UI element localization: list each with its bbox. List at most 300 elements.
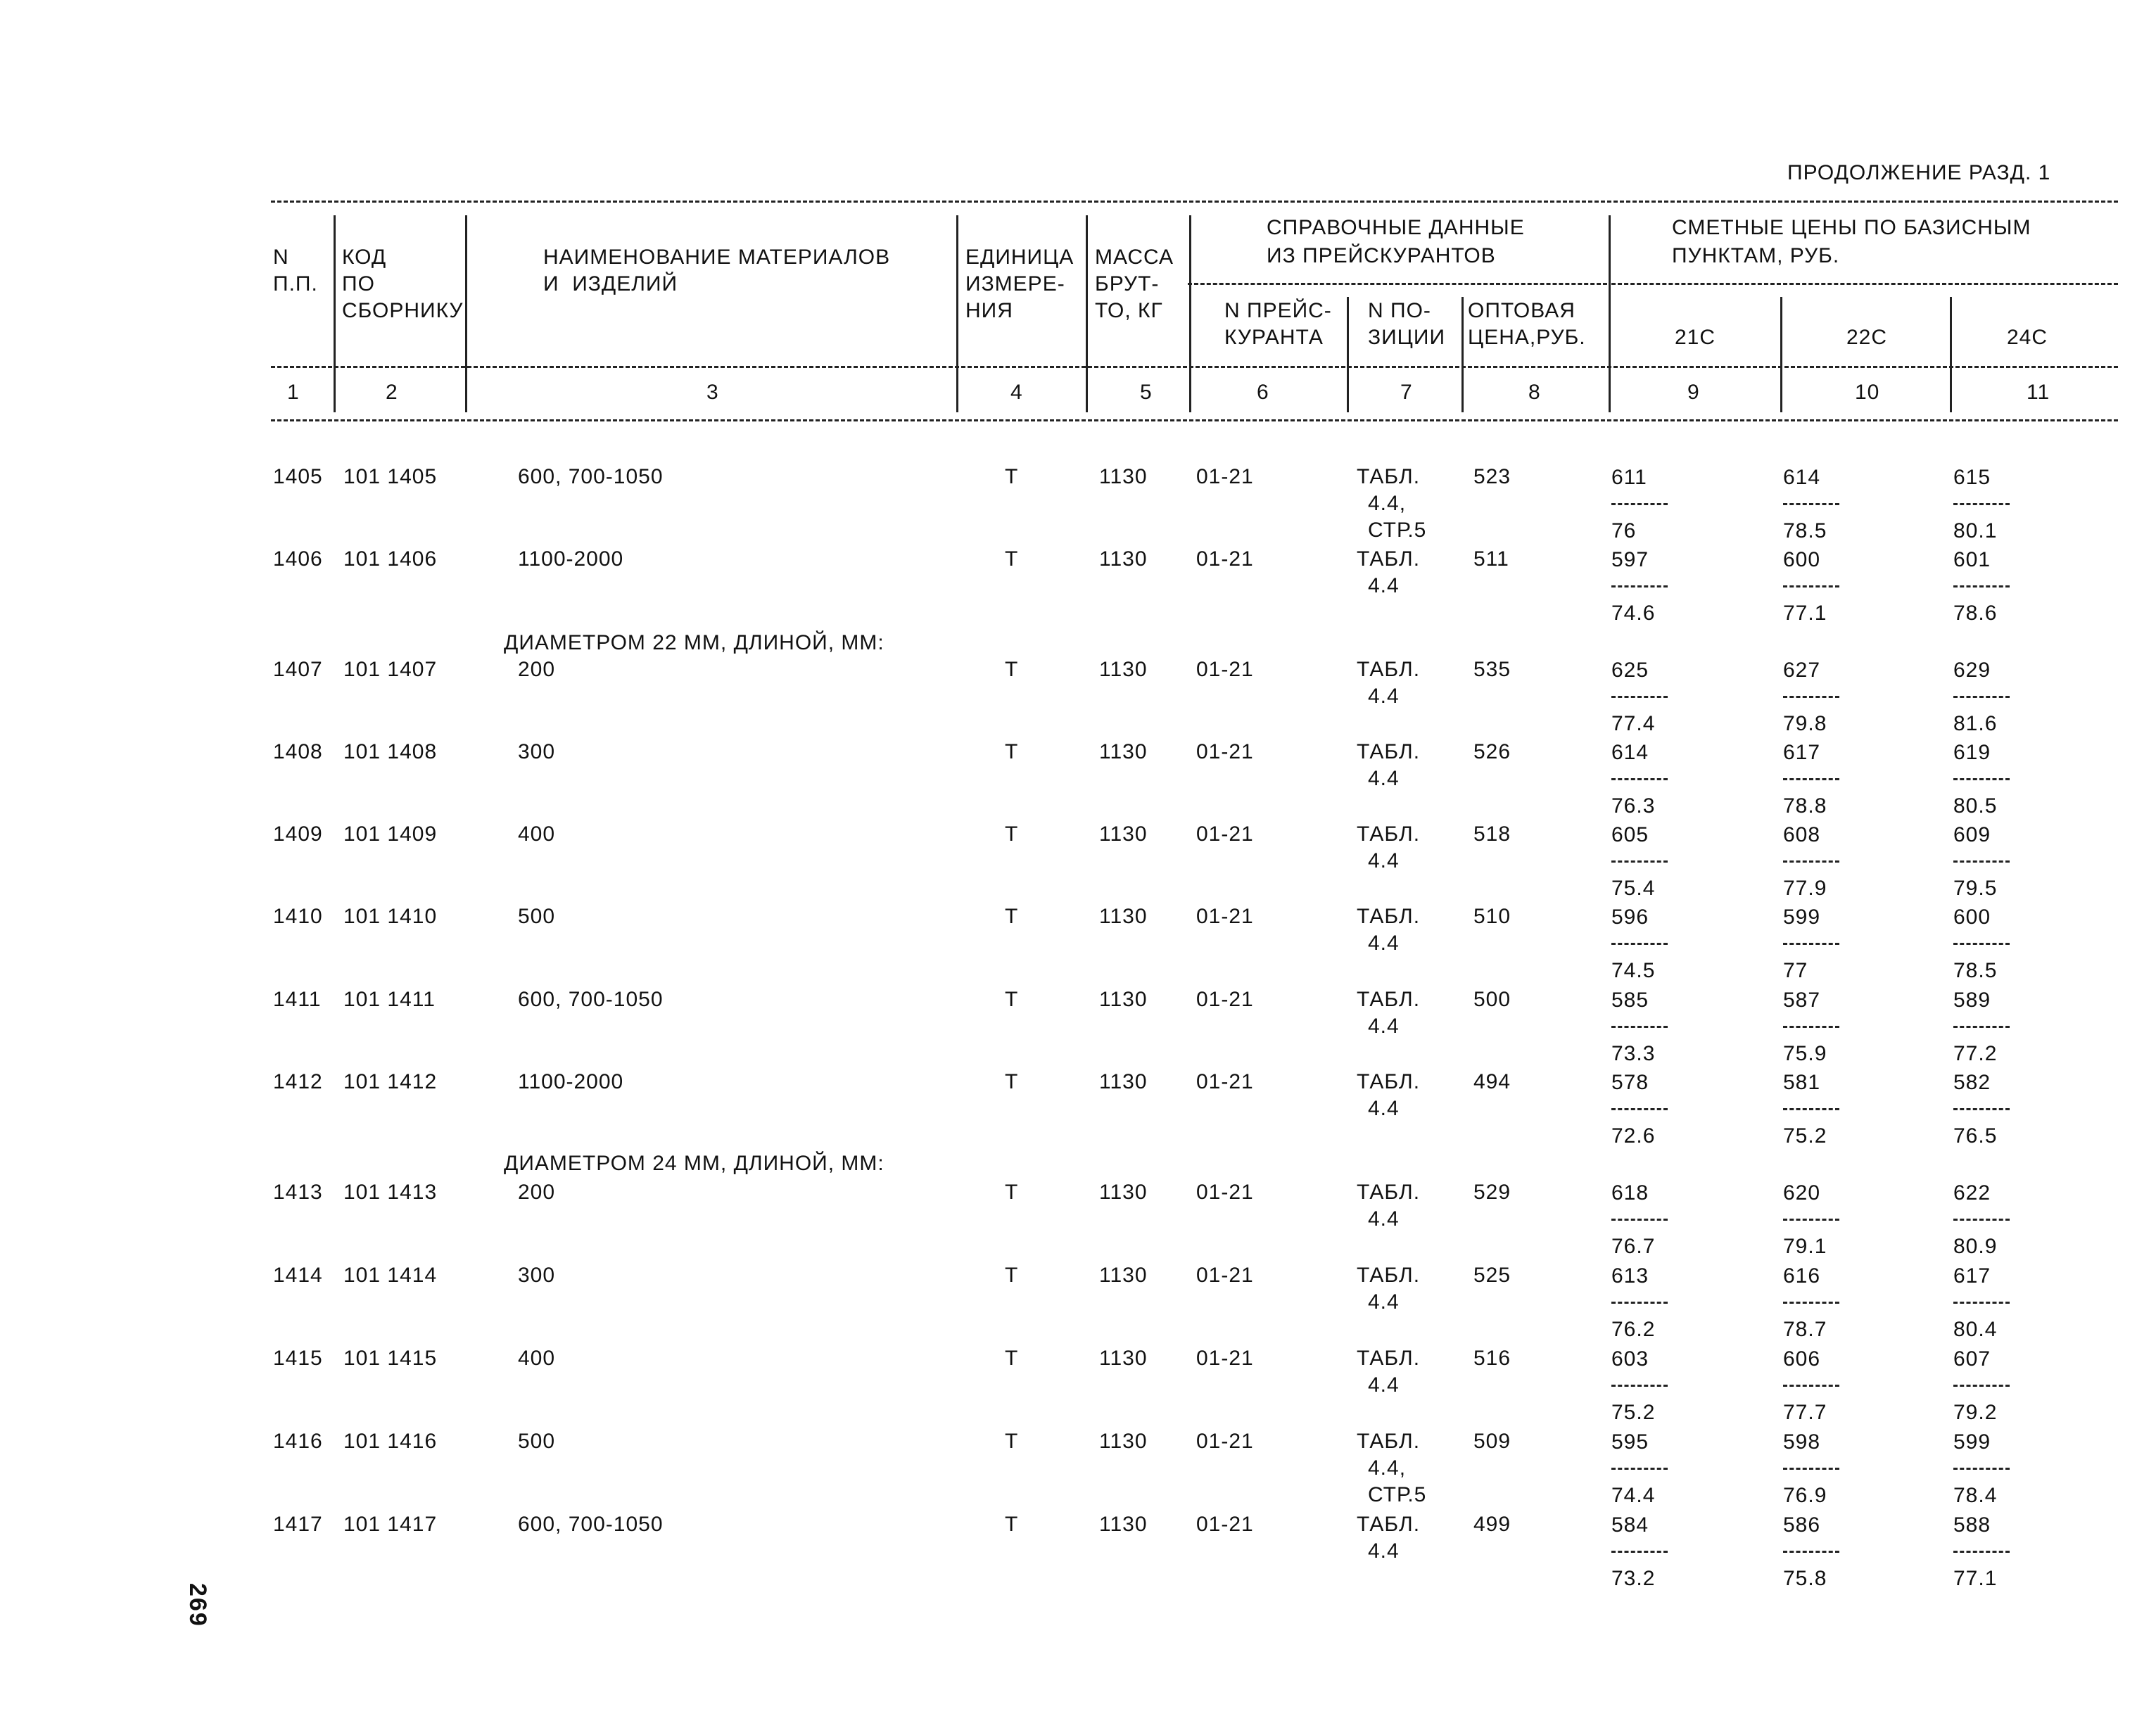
- col4-header-line3: НИЯ: [965, 299, 1013, 322]
- fraction-bar: [1953, 585, 2010, 587]
- col-number-7: 7: [1400, 381, 1413, 404]
- row-price-24c-value: 615: [1953, 466, 1991, 489]
- row-price-list-number: 01-21: [1196, 1070, 1254, 1093]
- fraction-bar: [1953, 778, 2010, 780]
- fraction-bar: [1783, 1385, 1839, 1387]
- row-price-list-number: 01-21: [1196, 1264, 1254, 1287]
- row-code: 101 1416: [343, 1430, 438, 1453]
- fraction-bar: [1953, 1026, 2010, 1028]
- row-price-24c-per-unit: 77.2: [1953, 1042, 1998, 1065]
- row-price-24c-value: 607: [1953, 1347, 1991, 1371]
- row-price-21c-value: 618: [1611, 1181, 1649, 1205]
- row-price-list-number: 01-21: [1196, 1513, 1254, 1536]
- row-price-22c-value: 617: [1783, 741, 1821, 764]
- row-price-24c-per-unit: 77.1: [1953, 1567, 1998, 1590]
- col4-header-line2: ИЗМЕРЕ-: [965, 272, 1065, 296]
- row-unit: Т: [1005, 905, 1019, 928]
- row-mass: 1130: [1099, 1264, 1148, 1287]
- row-price-24c-value: 601: [1953, 548, 1991, 571]
- row-mass: 1130: [1099, 465, 1148, 488]
- row-price-22c-per-unit: 77.9: [1783, 877, 1827, 900]
- row-name: 300: [518, 1264, 556, 1287]
- col-number-8: 8: [1528, 381, 1541, 404]
- row-position-line: ТАБЛ.: [1357, 547, 1421, 571]
- row-price-24c-per-unit: 79.5: [1953, 877, 1998, 900]
- col-number-6: 6: [1257, 381, 1269, 404]
- col-number-9: 9: [1687, 381, 1700, 404]
- row-position-line: ТАБЛ.: [1357, 1513, 1421, 1536]
- row-price-21c-per-unit: 74.4: [1611, 1484, 1656, 1507]
- row-name: 600, 700-1050: [518, 465, 664, 488]
- row-price-24c-per-unit: 80.1: [1953, 519, 1998, 542]
- row-price-21c: [1611, 739, 1668, 820]
- group-heading-d24: ДИАМЕТРОМ 24 ММ, ДЛИНОЙ, ММ:: [504, 1152, 884, 1175]
- row-name: 300: [518, 740, 556, 763]
- row-mass: 1130: [1099, 1070, 1148, 1093]
- row-code: 101 1410: [343, 905, 438, 928]
- row-price-22c-per-unit: 77.7: [1783, 1401, 1827, 1424]
- row-mass: 1130: [1099, 1347, 1148, 1370]
- fraction-bar: [1953, 1468, 2010, 1470]
- row-price-21c-per-unit: 76.2: [1611, 1318, 1656, 1341]
- row-code: 101 1406: [343, 547, 438, 571]
- row-position-line: ТАБЛ.: [1357, 1181, 1421, 1204]
- row-unit: Т: [1005, 547, 1019, 571]
- row-price-24c: [1953, 1346, 2010, 1426]
- fraction-bar: [1783, 503, 1839, 505]
- row-price-list-number: 01-21: [1196, 1347, 1254, 1370]
- fraction-bar: [1953, 696, 2010, 698]
- row-code: 101 1411: [343, 988, 436, 1011]
- row-price-list-number: 01-21: [1196, 988, 1254, 1011]
- row-name: 500: [518, 1430, 556, 1453]
- row-position-line: 4.4: [1368, 932, 1400, 955]
- row-price-22c-per-unit: 77.1: [1783, 602, 1827, 625]
- row-price-22c-value: 598: [1783, 1430, 1821, 1454]
- row-price-list-number: 01-21: [1196, 905, 1254, 928]
- row-wholesale-price: 525: [1473, 1264, 1511, 1287]
- col6-header-line1: N ПРЕЙС-: [1224, 299, 1332, 322]
- col-number-3: 3: [706, 381, 719, 404]
- row-price-24c-per-unit: 78.6: [1953, 602, 1998, 625]
- row-unit: Т: [1005, 822, 1019, 846]
- fraction-bar: [1783, 943, 1839, 945]
- row-wholesale-price: 523: [1473, 465, 1511, 488]
- row-price-22c-per-unit: 78.7: [1783, 1318, 1827, 1341]
- fraction-bar: [1953, 943, 2010, 945]
- row-price-21c: [1611, 1180, 1668, 1260]
- fraction-bar: [1783, 1108, 1839, 1110]
- row-unit: Т: [1005, 1347, 1019, 1370]
- col-number-4: 4: [1010, 381, 1023, 404]
- fraction-bar: [1611, 585, 1668, 587]
- row-name: 600, 700-1050: [518, 1513, 664, 1536]
- row-price-24c: [1953, 1069, 2010, 1150]
- row-code: 101 1409: [343, 822, 438, 846]
- row-price-21c-per-unit: 75.2: [1611, 1401, 1656, 1424]
- row-price-22c-value: 599: [1783, 906, 1821, 929]
- row-price-24c-value: 589: [1953, 989, 1991, 1012]
- row-price-24c-per-unit: 78.4: [1953, 1484, 1998, 1507]
- row-price-22c: [1783, 1512, 1839, 1592]
- row-price-22c: [1783, 1263, 1839, 1343]
- fraction-bar: [1611, 1468, 1668, 1470]
- row-price-24c-per-unit: 78.5: [1953, 959, 1998, 982]
- row-mass: 1130: [1099, 905, 1148, 928]
- row-number: 1410: [273, 905, 323, 928]
- row-number: 1412: [273, 1070, 323, 1093]
- row-code: 101 1405: [343, 465, 438, 488]
- row-position-line: ТАБЛ.: [1357, 1070, 1421, 1093]
- row-price-24c-value: 582: [1953, 1071, 1991, 1094]
- row-price-24c: [1953, 987, 2010, 1067]
- row-mass: 1130: [1099, 1430, 1148, 1453]
- col-separator: [1950, 297, 1952, 412]
- col7-header-line1: N ПО-: [1368, 299, 1431, 322]
- row-price-21c: [1611, 1346, 1668, 1426]
- row-name: 200: [518, 1181, 556, 1204]
- row-price-22c-value: 606: [1783, 1347, 1821, 1371]
- header-mid-rule: [271, 366, 2118, 368]
- col8-header-line2: ЦЕНА,РУБ.: [1468, 326, 1586, 349]
- col10-header: 22С: [1846, 326, 1888, 349]
- row-price-21c-value: 605: [1611, 823, 1649, 846]
- row-price-list-number: 01-21: [1196, 1181, 1254, 1204]
- row-price-21c: [1611, 904, 1668, 984]
- col-number-1: 1: [287, 381, 300, 404]
- row-position-line: ТАБЛ.: [1357, 1264, 1421, 1287]
- row-price-21c-value: 596: [1611, 906, 1649, 929]
- col9-header: 21С: [1675, 326, 1716, 349]
- row-price-list-number: 01-21: [1196, 465, 1254, 488]
- fraction-bar: [1783, 860, 1839, 863]
- row-wholesale-price: 494: [1473, 1070, 1511, 1093]
- col1-header-line2: П.П.: [273, 272, 318, 296]
- row-wholesale-price: 509: [1473, 1430, 1511, 1453]
- row-position-line: ТАБЛ.: [1357, 905, 1421, 928]
- row-price-22c-value: 581: [1783, 1071, 1821, 1094]
- row-wholesale-price: 518: [1473, 822, 1511, 846]
- row-position-line: 4.4: [1368, 1539, 1400, 1563]
- fraction-bar: [1611, 503, 1668, 505]
- row-price-24c: [1953, 1263, 2010, 1343]
- row-number: 1416: [273, 1430, 323, 1453]
- group-heading-d22: ДИАМЕТРОМ 22 ММ, ДЛИНОЙ, ММ:: [504, 631, 884, 654]
- row-price-22c: [1783, 739, 1839, 820]
- row-number: 1405: [273, 465, 323, 488]
- fraction-bar: [1783, 1219, 1839, 1221]
- row-code: 101 1407: [343, 658, 438, 681]
- row-mass: 1130: [1099, 547, 1148, 571]
- row-number: 1413: [273, 1181, 323, 1204]
- row-price-24c-per-unit: 81.6: [1953, 712, 1998, 735]
- fraction-bar: [1783, 585, 1839, 587]
- row-number: 1414: [273, 1264, 323, 1287]
- fraction-bar: [1611, 1385, 1668, 1387]
- row-number: 1408: [273, 740, 323, 763]
- row-position-line: СТР.5: [1368, 1483, 1427, 1506]
- row-mass: 1130: [1099, 822, 1148, 846]
- row-price-list-number: 01-21: [1196, 1430, 1254, 1453]
- row-mass: 1130: [1099, 658, 1148, 681]
- row-name: 500: [518, 905, 556, 928]
- row-price-22c: [1783, 987, 1839, 1067]
- row-price-24c: [1953, 904, 2010, 984]
- row-position-line: 4.4: [1368, 685, 1400, 708]
- row-name: 400: [518, 1347, 556, 1370]
- row-price-22c-per-unit: 75.9: [1783, 1042, 1827, 1065]
- fraction-bar: [1953, 860, 2010, 863]
- row-price-list-number: 01-21: [1196, 547, 1254, 571]
- row-price-21c-per-unit: 74.5: [1611, 959, 1656, 982]
- row-price-22c-value: 614: [1783, 466, 1821, 489]
- row-position-line: 4.4: [1368, 849, 1400, 872]
- row-mass: 1130: [1099, 740, 1148, 763]
- col7-header-line2: ЗИЦИИ: [1368, 326, 1445, 349]
- price-group-header-line1: СМЕТНЫЕ ЦЕНЫ ПО БАЗИСНЫМ: [1672, 216, 2031, 239]
- row-price-22c: [1783, 1180, 1839, 1260]
- row-price-22c: [1783, 1429, 1839, 1509]
- row-wholesale-price: 510: [1473, 905, 1511, 928]
- row-price-21c-value: 584: [1611, 1513, 1649, 1537]
- row-price-22c-per-unit: 79.1: [1783, 1235, 1827, 1258]
- row-price-24c-value: 599: [1953, 1430, 1991, 1454]
- col2-header-line1: КОД: [342, 246, 387, 269]
- col6-header-line2: КУРАНТА: [1224, 326, 1324, 349]
- price-group-rule: [1611, 283, 2118, 285]
- row-name: 400: [518, 822, 556, 846]
- row-price-24c: [1953, 1512, 2010, 1592]
- row-price-24c-value: 622: [1953, 1181, 1991, 1205]
- ref-group-header-line1: СПРАВОЧНЫЕ ДАННЫЕ: [1267, 216, 1525, 239]
- row-price-21c-value: 597: [1611, 548, 1649, 571]
- row-unit: Т: [1005, 1430, 1019, 1453]
- row-price-22c-value: 627: [1783, 659, 1821, 682]
- col-number-2: 2: [386, 381, 398, 404]
- row-mass: 1130: [1099, 988, 1148, 1011]
- row-position-line: 4.4: [1368, 1015, 1400, 1038]
- col5-header-line1: МАССА: [1095, 246, 1174, 269]
- row-price-24c-per-unit: 80.4: [1953, 1318, 1998, 1341]
- row-position-line: 4.4: [1368, 574, 1400, 597]
- row-wholesale-price: 535: [1473, 658, 1511, 681]
- row-position-line: 4.4,: [1368, 492, 1407, 515]
- row-price-21c-per-unit: 74.6: [1611, 602, 1656, 625]
- row-price-21c: [1611, 657, 1668, 737]
- row-price-22c: [1783, 547, 1839, 627]
- row-price-22c: [1783, 1346, 1839, 1426]
- fraction-bar: [1953, 1108, 2010, 1110]
- row-wholesale-price: 499: [1473, 1513, 1511, 1536]
- row-unit: Т: [1005, 1070, 1019, 1093]
- row-price-22c-value: 608: [1783, 823, 1821, 846]
- col-separator: [1189, 215, 1191, 412]
- row-number: 1415: [273, 1347, 323, 1370]
- fraction-bar: [1953, 1385, 2010, 1387]
- row-price-21c: [1611, 987, 1668, 1067]
- row-number: 1406: [273, 547, 323, 571]
- fraction-bar: [1953, 1219, 2010, 1221]
- row-price-21c: [1611, 1429, 1668, 1509]
- page-number: 269: [184, 1583, 211, 1627]
- row-number: 1417: [273, 1513, 323, 1536]
- row-name: 1100-2000: [518, 547, 624, 571]
- col-number-5: 5: [1140, 381, 1153, 404]
- fraction-bar: [1783, 1551, 1839, 1553]
- row-unit: Т: [1005, 1264, 1019, 1287]
- row-price-22c: [1783, 657, 1839, 737]
- row-price-21c: [1611, 464, 1668, 545]
- fraction-bar: [1783, 1302, 1839, 1304]
- row-price-21c: [1611, 1512, 1668, 1592]
- ref-group-header-line2: ИЗ ПРЕЙСКУРАНТОВ: [1267, 244, 1496, 267]
- row-price-21c: [1611, 1263, 1668, 1343]
- fraction-bar: [1611, 1551, 1668, 1553]
- row-price-24c-value: 600: [1953, 906, 1991, 929]
- row-price-24c: [1953, 547, 2010, 627]
- row-price-24c: [1953, 822, 2010, 902]
- row-price-24c-per-unit: 76.5: [1953, 1124, 1998, 1148]
- price-group-header-line2: ПУНКТАМ, РУБ.: [1672, 244, 1840, 267]
- row-name: 600, 700-1050: [518, 988, 664, 1011]
- row-name: 200: [518, 658, 556, 681]
- row-price-24c-value: 617: [1953, 1264, 1991, 1288]
- row-number: 1407: [273, 658, 323, 681]
- col-separator: [1347, 297, 1349, 412]
- row-price-24c-per-unit: 79.2: [1953, 1401, 1998, 1424]
- col-separator: [334, 215, 336, 412]
- row-price-24c-value: 588: [1953, 1513, 1991, 1537]
- col5-header-line2: БРУТ-: [1095, 272, 1160, 296]
- row-wholesale-price: 529: [1473, 1181, 1511, 1204]
- row-price-list-number: 01-21: [1196, 822, 1254, 846]
- col-separator: [956, 215, 958, 412]
- row-price-24c: [1953, 1180, 2010, 1260]
- row-price-21c-value: 585: [1611, 989, 1649, 1012]
- row-position-line: 4.4: [1368, 767, 1400, 790]
- row-price-21c-per-unit: 75.4: [1611, 877, 1656, 900]
- section-continuation-label: ПРОДОЛЖЕНИЕ РАЗД. 1: [1787, 161, 2051, 184]
- row-unit: Т: [1005, 1181, 1019, 1204]
- row-price-22c-per-unit: 76.9: [1783, 1484, 1827, 1507]
- row-unit: Т: [1005, 465, 1019, 488]
- row-price-22c: [1783, 464, 1839, 545]
- row-position-line: 4.4: [1368, 1097, 1400, 1120]
- row-number: 1409: [273, 822, 323, 846]
- row-position-line: ТАБЛ.: [1357, 1430, 1421, 1453]
- row-position-line: ТАБЛ.: [1357, 822, 1421, 846]
- fraction-bar: [1611, 943, 1668, 945]
- col-separator: [1086, 215, 1088, 412]
- row-price-22c: [1783, 904, 1839, 984]
- row-price-24c-per-unit: 80.5: [1953, 794, 1998, 818]
- row-mass: 1130: [1099, 1181, 1148, 1204]
- row-price-24c: [1953, 464, 2010, 545]
- ref-group-rule: [1188, 283, 1607, 285]
- row-price-21c-per-unit: 76.7: [1611, 1235, 1656, 1258]
- row-price-22c-value: 586: [1783, 1513, 1821, 1537]
- row-position-line: 4.4: [1368, 1373, 1400, 1397]
- row-price-24c: [1953, 739, 2010, 820]
- row-price-21c-per-unit: 73.2: [1611, 1567, 1656, 1590]
- col11-header: 24С: [2007, 326, 2048, 349]
- col8-header-line1: ОПТОВАЯ: [1468, 299, 1575, 322]
- row-code: 101 1408: [343, 740, 438, 763]
- row-price-21c-value: 611: [1611, 466, 1647, 489]
- col-separator: [465, 215, 467, 412]
- row-price-21c-value: 625: [1611, 659, 1649, 682]
- row-price-24c-value: 609: [1953, 823, 1991, 846]
- row-code: 101 1412: [343, 1070, 438, 1093]
- row-name: 1100-2000: [518, 1070, 624, 1093]
- row-position-line: ТАБЛ.: [1357, 740, 1421, 763]
- row-position-line: ТАБЛ.: [1357, 658, 1421, 681]
- col1-header-line1: N: [273, 246, 289, 269]
- row-price-21c-value: 614: [1611, 741, 1649, 764]
- col-separator: [1609, 215, 1611, 412]
- row-position-line: ТАБЛ.: [1357, 1347, 1421, 1370]
- row-price-21c-value: 595: [1611, 1430, 1649, 1454]
- fraction-bar: [1783, 778, 1839, 780]
- row-unit: Т: [1005, 988, 1019, 1011]
- row-wholesale-price: 511: [1473, 547, 1509, 571]
- row-wholesale-price: 526: [1473, 740, 1511, 763]
- row-price-21c-per-unit: 73.3: [1611, 1042, 1656, 1065]
- row-price-list-number: 01-21: [1196, 740, 1254, 763]
- fraction-bar: [1953, 1302, 2010, 1304]
- row-wholesale-price: 516: [1473, 1347, 1511, 1370]
- row-code: 101 1415: [343, 1347, 438, 1370]
- row-position-line: ТАБЛ.: [1357, 988, 1421, 1011]
- fraction-bar: [1611, 1219, 1668, 1221]
- col-number-11: 11: [2027, 381, 2050, 404]
- row-price-24c: [1953, 657, 2010, 737]
- col-separator: [1780, 297, 1782, 412]
- row-price-22c: [1783, 822, 1839, 902]
- col2-header-line2: ПО: [342, 272, 375, 296]
- col3-header-line2: И ИЗДЕЛИЙ: [543, 272, 678, 296]
- row-price-21c-per-unit: 72.6: [1611, 1124, 1656, 1148]
- fraction-bar: [1611, 696, 1668, 698]
- row-price-21c: [1611, 547, 1668, 627]
- fraction-bar: [1611, 860, 1668, 863]
- fraction-bar: [1611, 1108, 1668, 1110]
- col-number-10: 10: [1855, 381, 1880, 404]
- fraction-bar: [1611, 778, 1668, 780]
- row-mass: 1130: [1099, 1513, 1148, 1536]
- row-code: 101 1417: [343, 1513, 438, 1536]
- row-price-22c-per-unit: 78.5: [1783, 519, 1827, 542]
- row-price-22c: [1783, 1069, 1839, 1150]
- row-number: 1411: [273, 988, 322, 1011]
- header-top-rule: [271, 201, 2118, 203]
- row-wholesale-price: 500: [1473, 988, 1511, 1011]
- header-bottom-rule: [271, 419, 2118, 421]
- row-unit: Т: [1005, 658, 1019, 681]
- col5-header-line3: ТО, КГ: [1095, 299, 1163, 322]
- row-price-22c-per-unit: 78.8: [1783, 794, 1827, 818]
- row-price-21c-per-unit: 76: [1611, 519, 1637, 542]
- row-price-21c-per-unit: 76.3: [1611, 794, 1656, 818]
- row-price-22c-per-unit: 75.8: [1783, 1567, 1827, 1590]
- fraction-bar: [1783, 1468, 1839, 1470]
- row-price-21c-value: 578: [1611, 1071, 1649, 1094]
- row-position-line: 4.4,: [1368, 1456, 1407, 1480]
- fraction-bar: [1953, 503, 2010, 505]
- row-price-24c: [1953, 1429, 2010, 1509]
- row-price-22c-per-unit: 79.8: [1783, 712, 1827, 735]
- row-price-21c-value: 603: [1611, 1347, 1649, 1371]
